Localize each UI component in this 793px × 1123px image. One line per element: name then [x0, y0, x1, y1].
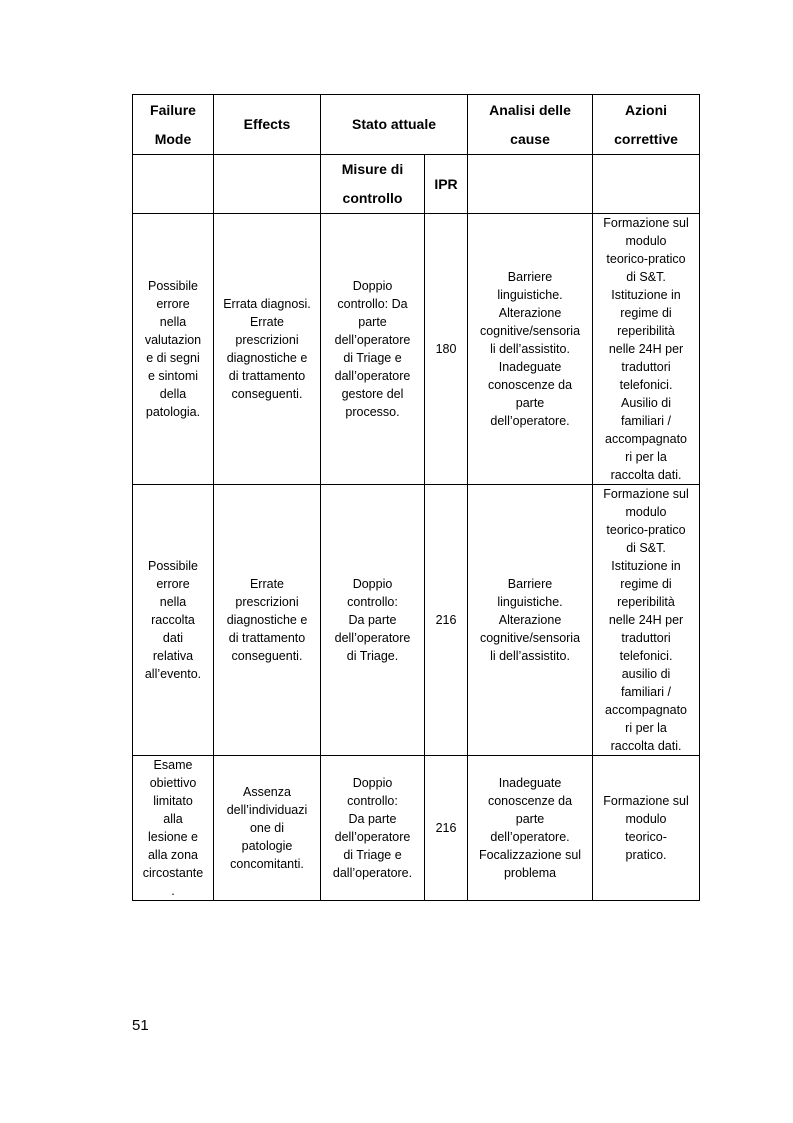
header-stato-attuale: Stato attuale [321, 95, 468, 155]
cell-misure: Doppio controllo: Da parte dell’operatore di Triage e dall’operatore gestore del processo. [321, 214, 425, 485]
table-row [133, 756, 700, 901]
page-number: 51 [132, 1017, 149, 1034]
cell-failure-mode: Possibile errore nella raccolta dati relativa all’evento. [133, 485, 214, 756]
cell-ipr: 216 [425, 485, 468, 756]
cell-azioni: Formazione sul modulo teorico- pratico. [593, 756, 700, 901]
cell-ipr: 216 [425, 756, 468, 901]
header-row [133, 95, 700, 155]
header-failure-mode: Failure Mode [133, 95, 214, 155]
header-misure-controllo: Misure di controllo [321, 155, 425, 214]
header-analisi-cause: Analisi delle cause [468, 95, 593, 155]
subheader-row [133, 155, 700, 214]
cell-effects: Errate prescrizioni diagnostiche e di trattamento conseguenti. [214, 485, 321, 756]
cell-failure-mode: Esame obiettivo limitato alla lesione e alla zona circostante . [133, 756, 214, 901]
cell-effects: Errata diagnosi. Errate prescrizioni diagnostiche e di trattamento conseguenti. [214, 214, 321, 485]
cell-failure-mode: Possibile errore nella valutazion e di segni e sintomi della patologia. [133, 214, 214, 485]
table-row [133, 214, 700, 485]
cell-misure: Doppio controllo: Da parte dell’operatore di Triage e dall’operatore. [321, 756, 425, 901]
cell-ipr: 180 [425, 214, 468, 485]
cell-effects: Assenza dell’individuazi one di patologie concomitanti. [214, 756, 321, 901]
cell-misure: Doppio controllo: Da parte dell’operatore di Triage. [321, 485, 425, 756]
cell-cause: Inadeguate conoscenze da parte dell’operatore. Focalizzazione sul problema [468, 756, 593, 901]
cell-cause: Barriere linguistiche. Alterazione cognitive/sensoria li dell’assistito. [468, 485, 593, 756]
header-ipr: IPR [425, 155, 468, 214]
cell-azioni: Formazione sul modulo teorico-pratico di S&T. Istituzione in regime di reperibilità nelle 24H per traduttori telefonici. ausilio di familiari / accompagnato ri per la raccolta dati. [593, 485, 700, 756]
fmea-table [132, 94, 700, 901]
empty-cell [593, 155, 700, 214]
header-effects: Effects [214, 95, 321, 155]
table-row [133, 485, 700, 756]
empty-cell [133, 155, 214, 214]
cell-cause: Barriere linguistiche. Alterazione cognitive/sensoria li dell’assistito. Inadeguate conoscenze da parte dell’operatore. [468, 214, 593, 485]
header-azioni-correttive: Azioni correttive [593, 95, 700, 155]
cell-azioni: Formazione sul modulo teorico-pratico di S&T. Istituzione in regime di reperibilità nelle 24H per traduttori telefonici. Ausilio di familiari / accompagnato ri per la raccolta dati. [593, 214, 700, 485]
empty-cell [214, 155, 321, 214]
empty-cell [468, 155, 593, 214]
